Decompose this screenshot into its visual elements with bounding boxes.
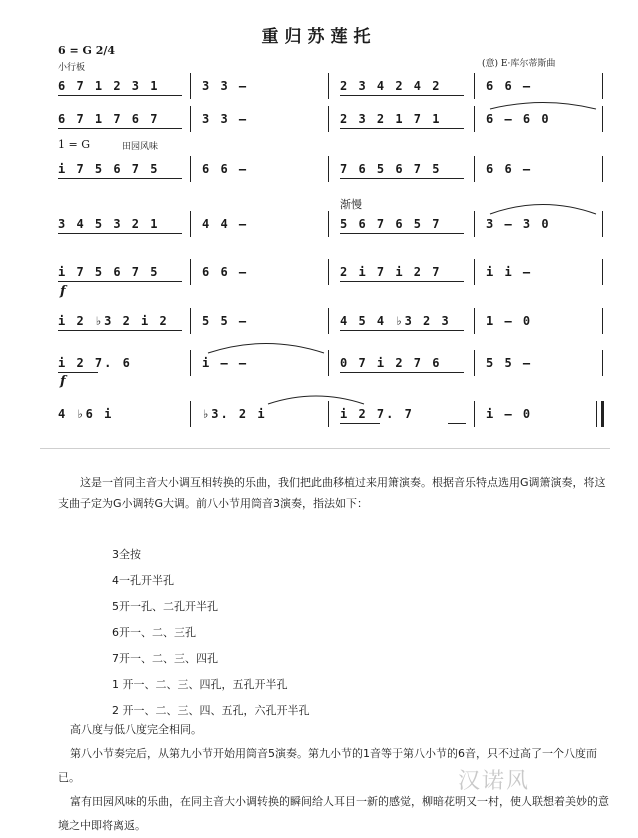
bar-line (474, 106, 475, 132)
bar-line (474, 73, 475, 99)
fingering-item: 2 开一、二、三、四、五孔，六孔开半孔 (112, 704, 310, 717)
body-text (58, 718, 618, 838)
measure: 1 — 0 (486, 314, 533, 328)
underline (340, 330, 464, 331)
measure: 6 7 1 2 3 1 (58, 79, 160, 93)
measure: 6 6 — (202, 162, 249, 176)
score-line-6 (56, 310, 604, 332)
bar-line (602, 156, 603, 182)
underline (58, 330, 182, 331)
slur (266, 393, 366, 405)
fingering-item: 7开一、二、三、四孔 (112, 652, 218, 665)
bar-line (190, 401, 191, 427)
measure: i 7 5 6 7 5 (58, 265, 160, 279)
underline (58, 95, 182, 96)
measure: 3 3 — (202, 79, 249, 93)
tempo-marking-1: 小行板 (58, 63, 86, 73)
measure: i 7 5 6 7 5 (58, 162, 160, 176)
bar-line (328, 211, 329, 237)
measure: 6 6 — (202, 265, 249, 279)
score-line-1 (56, 75, 604, 97)
underline (340, 128, 464, 129)
underline (340, 372, 464, 373)
bar-line (602, 211, 603, 237)
bar-line (602, 350, 603, 376)
bar-line (190, 211, 191, 237)
measure: i 2 7. 6 (58, 356, 132, 370)
underline (340, 281, 464, 282)
measure: 6 — 6 0 (486, 112, 551, 126)
bar-line (474, 211, 475, 237)
measure: i — — (202, 356, 249, 370)
bar-line (474, 259, 475, 285)
score-line-4 (56, 213, 604, 235)
dynamic-mark: f (60, 374, 66, 389)
underline (448, 423, 466, 424)
bar-line (190, 73, 191, 99)
dynamic-mark: f (60, 284, 66, 299)
measure: 3 4 5 3 2 1 (58, 217, 160, 231)
bar-line (602, 308, 603, 334)
score-line-7 (56, 352, 604, 374)
fingering-item: 3全按 (112, 548, 141, 561)
measure: 3 — 3 0 (486, 217, 551, 231)
bar-line (190, 308, 191, 334)
underline (58, 233, 182, 234)
bar-line (474, 401, 475, 427)
composer-credit: (意) E·库尔蒂斯曲 (482, 59, 556, 69)
paragraph: 富有田园风味的乐曲，在同主音大小调转换的瞬间给人耳目一新的感觉，柳暗花明又一村，使人联想着美妙的意境之中即将离返。 (58, 795, 609, 832)
fingering-item: 5开一孔、二孔开半孔 (112, 600, 218, 613)
measure: 2 3 4 2 4 2 (340, 79, 442, 93)
measure: 5 5 — (202, 314, 249, 328)
bar-line (602, 106, 603, 132)
paragraph: 第八小节奏完后，从第九小节开始用筒音5演奏。第九小节的1音等于第八小节的6音，只不过高了一个八度而已。 (58, 747, 597, 784)
measure: ♭3. 2 i (202, 407, 267, 421)
divider (40, 448, 610, 449)
measure: i i — (486, 265, 533, 279)
underline (340, 178, 464, 179)
bar-line (474, 308, 475, 334)
measure: 7 6 5 6 7 5 (340, 162, 442, 176)
bar-line (328, 259, 329, 285)
measure: 2 3 2 1 7 1 (340, 112, 442, 126)
bar-line (190, 106, 191, 132)
bar-line (190, 156, 191, 182)
fingering-list (112, 542, 310, 724)
measure: 4 4 — (202, 217, 249, 231)
key-signature-2: 1 = G (58, 138, 90, 151)
intro-paragraph: 这是一首同主音大小调互相转换的乐曲，我们把此曲移植过来用箫演奏。根据音乐特点选用G调箫演奏，将这支曲子定为G小调转G大调。前八小节用筒音3演奏，指法如下： (58, 476, 606, 510)
score-line-3 (56, 158, 604, 180)
measure: 6 6 — (486, 79, 533, 93)
ritardando-marking: 渐慢 (340, 198, 362, 211)
underline (58, 178, 182, 179)
final-bar-thin (596, 401, 597, 427)
measure: 3 3 — (202, 112, 249, 126)
measure: 5 5 — (486, 356, 533, 370)
underline (340, 95, 464, 96)
bar-line (328, 156, 329, 182)
final-bar-thick (601, 401, 604, 427)
measure: 2 i 7 i 2 7 (340, 265, 442, 279)
measure: 6 7 1 7 6 7 (58, 112, 160, 126)
slur (206, 340, 326, 354)
score-line-5 (56, 261, 604, 283)
bar-line (602, 259, 603, 285)
bar-line (602, 73, 603, 99)
measure: 5 6 7 6 5 7 (340, 217, 442, 231)
underline (58, 372, 98, 373)
underline (58, 128, 182, 129)
key-signature-1: 6 = G 2/4 (58, 44, 116, 57)
paragraph: 高八度与低八度完全相同。 (70, 723, 202, 736)
underline (340, 423, 380, 424)
score-line-8 (56, 403, 604, 425)
score-line-2 (56, 108, 604, 130)
slur (488, 201, 598, 215)
bar-line (328, 308, 329, 334)
bar-line (474, 156, 475, 182)
measure: i 2 7. 7 (340, 407, 414, 421)
fingering-item: 1 开一、二、三、四孔，五孔开半孔 (112, 678, 288, 691)
bar-line (328, 106, 329, 132)
bar-line (190, 259, 191, 285)
underline (58, 281, 182, 282)
bar-line (190, 350, 191, 376)
tempo-marking-2: 田园风味 (122, 142, 159, 152)
measure: 4 ♭6 i (58, 407, 114, 421)
bar-line (328, 350, 329, 376)
measure: 0 7 i 2 7 6 (340, 356, 442, 370)
measure: 4 5 4 ♭3 2 3 (340, 314, 451, 328)
underline (340, 233, 464, 234)
slur (488, 100, 598, 110)
measure: i 2 ♭3 2 i 2 (58, 314, 169, 328)
fingering-item: 6开一、二、三孔 (112, 626, 196, 639)
bar-line (328, 73, 329, 99)
measure: 6 6 — (486, 162, 533, 176)
measure: i — 0 (486, 407, 533, 421)
bar-line (474, 350, 475, 376)
fingering-item: 4一孔开半孔 (112, 574, 174, 587)
watermark: 汉诺风 (458, 769, 531, 794)
song-title: 重归苏莲托 (261, 27, 377, 47)
